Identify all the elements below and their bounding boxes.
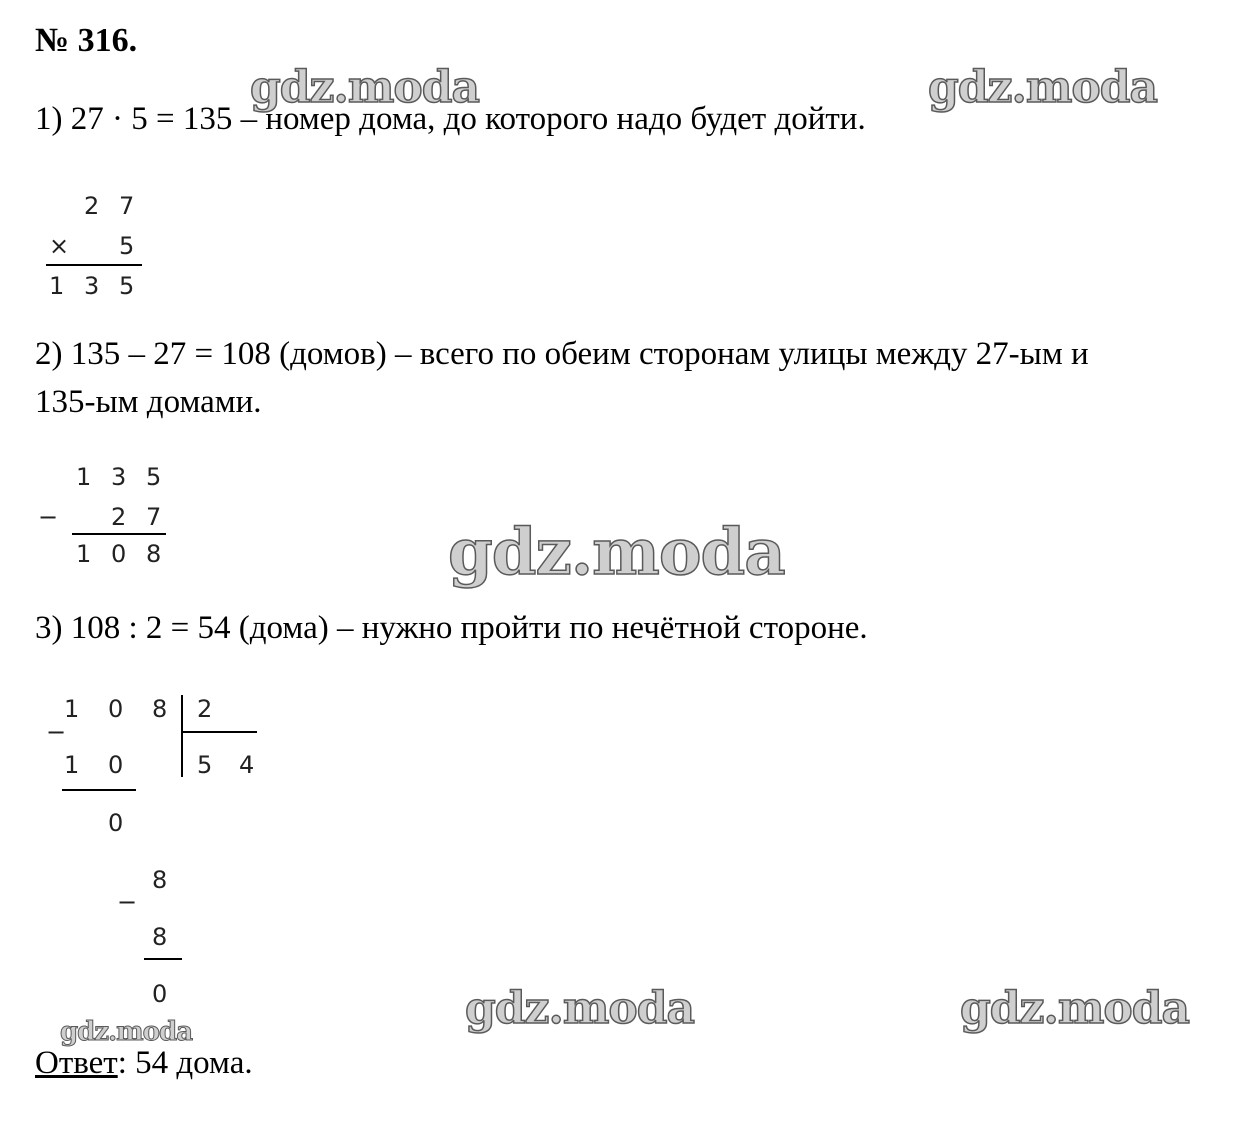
brought-down-digit: 8 xyxy=(152,866,168,894)
sub-digit: 2 xyxy=(111,503,127,531)
quotient-digit: 5 xyxy=(197,751,213,779)
dividend-digit: 0 xyxy=(108,695,124,723)
subtrahend-digit: 0 xyxy=(108,751,124,779)
result-line xyxy=(144,958,182,960)
mult-digit: 5 xyxy=(119,272,135,300)
sub-digit: 7 xyxy=(146,503,162,531)
subtrahend-digit: 1 xyxy=(64,751,80,779)
watermark: gdz.moda xyxy=(465,983,695,1034)
mult-digit: 3 xyxy=(84,272,100,300)
quotient-digit: 4 xyxy=(239,751,255,779)
mult-digit: 5 xyxy=(119,232,135,260)
answer-label: Ответ xyxy=(35,1045,118,1081)
sub-digit: 5 xyxy=(146,463,162,491)
minus-sign: − xyxy=(38,503,59,531)
result-line xyxy=(72,533,166,535)
dividend-digit: 1 xyxy=(64,695,80,723)
problem-number: № 316. xyxy=(35,22,138,59)
sub-digit: 1 xyxy=(76,540,92,568)
watermark: gdz.moda xyxy=(960,983,1190,1034)
watermark: gdz.moda xyxy=(928,62,1158,113)
subtrahend-digit: 8 xyxy=(152,923,168,951)
answer xyxy=(35,1045,253,1082)
minus-sign: − xyxy=(117,888,138,916)
dividend-digit: 8 xyxy=(152,695,168,723)
answer-value: : 54 дома. xyxy=(117,1045,253,1081)
step-2-text-cont: 135-ым домами. xyxy=(35,384,262,420)
watermark: gdz.moda xyxy=(250,62,480,113)
minus-sign: − xyxy=(46,718,67,746)
sub-digit: 8 xyxy=(146,540,162,568)
watermark: gdz.moda xyxy=(448,515,785,590)
watermark: gdz.moda xyxy=(60,1017,193,1047)
mult-digit: 7 xyxy=(119,192,135,220)
divisor-underline xyxy=(181,731,257,733)
result-line xyxy=(46,264,142,266)
step-1-text: 1) 27 · 5 = 135 – номер дома, до которого надо будет дойти. xyxy=(35,101,866,137)
mult-digit: 2 xyxy=(84,192,100,220)
result-line xyxy=(62,789,136,791)
mult-digit: 1 xyxy=(49,272,65,300)
divisor: 2 xyxy=(197,695,213,723)
sub-digit: 0 xyxy=(111,540,127,568)
step-3-text: 3) 108 : 2 = 54 (дома) – нужно пройти по нечётной стороне. xyxy=(35,610,868,646)
sub-digit: 3 xyxy=(111,463,127,491)
step-2-text: 2) 135 – 27 = 108 (домов) – всего по обеим сторонам улицы между 27-ым и xyxy=(35,336,1089,372)
division-bar xyxy=(181,695,183,777)
remainder-digit: 0 xyxy=(108,809,124,837)
sub-digit: 1 xyxy=(76,463,92,491)
multiply-sign: × xyxy=(49,232,70,260)
remainder-digit: 0 xyxy=(152,980,168,1008)
